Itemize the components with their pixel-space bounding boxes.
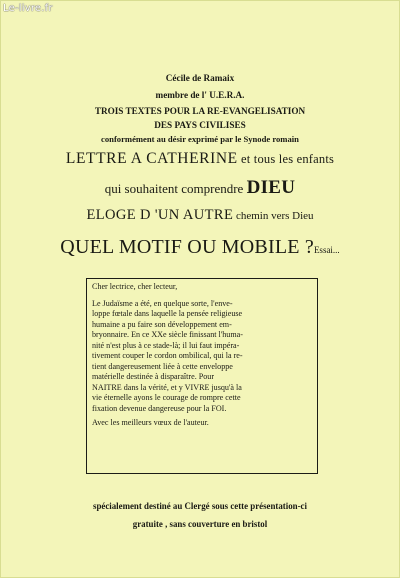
title-comprendre-dieu [0, 177, 400, 199]
letter-paragraph [92, 299, 311, 415]
title-quel-motif-caps: QUEL MOTIF OU MOBILE ? [60, 236, 314, 258]
title-comprendre-text: qui souhaitent comprendre [104, 181, 247, 196]
title-eloge [0, 207, 400, 224]
letter-line: humaine a pu faire son développement em- [92, 319, 232, 329]
series-title: TROIS TEXTES POUR LA RE-EVANGELISATION [94, 106, 306, 116]
letter-line: nité n'est plus à ce stade-là; il lui faut impéra- [92, 340, 240, 350]
letter-line: tivement couper le cordon ombilical, qui la re- [92, 351, 243, 360]
letter-line: NAITRE dans la vérité, et y VIVRE jusqu'à la [92, 382, 242, 392]
title-lettre-rest: et tous les enfants [237, 152, 335, 166]
letter-line: tient dangereusement liée à cette enveloppe [92, 361, 233, 371]
letter-line: vie éternelle ayons le courage de rompre cette [92, 393, 241, 402]
title-dieu: DIEU [246, 177, 296, 198]
letter-line: loppe fœtale dans laquelle la pensée religieuse [92, 309, 243, 318]
footer-note: spécialement destiné au Clergé sous cette présentation-ci [93, 501, 307, 511]
letter-closing: Avec les meilleurs vœux de l'auteur. [92, 418, 209, 427]
title-essai: Essai... [313, 245, 340, 255]
title-quel-motif [0, 236, 400, 259]
title-lettre-caps: LETTRE A CATHERINE [65, 150, 238, 167]
title-lettre-a-catherine [0, 150, 400, 168]
letter-line: fixation devenue dangereuse pour la FOI. [92, 403, 227, 413]
letter-line: matérielle destinée à disparaître. Pour [92, 372, 215, 381]
series-title-continued: DES PAYS CIVILISES [154, 120, 246, 130]
author-membership: membre de l' U.E.R.A. [155, 90, 245, 100]
author-name: Cécile de Ramaix [165, 73, 235, 83]
synod-note: conformément au désir exprimé par le Synode romain [101, 134, 299, 144]
letter-box [86, 278, 318, 474]
letter-greeting: Cher lectrice, cher lecteur, [92, 282, 178, 291]
watermark-logo: Le-livre.fr [3, 3, 53, 14]
letter-line: Le Judaïsme a été, en quelque sorte, l'enve- [92, 298, 233, 308]
title-eloge-caps: ELOGE D 'UN AUTRE [86, 207, 234, 223]
letter-line: bryonnaire. En ce XXe siècle finissant l'huma- [92, 330, 243, 339]
title-eloge-rest: chemin vers Dieu [233, 210, 314, 222]
footer-note-continued: gratuite , sans couverture en bristol [132, 519, 268, 529]
